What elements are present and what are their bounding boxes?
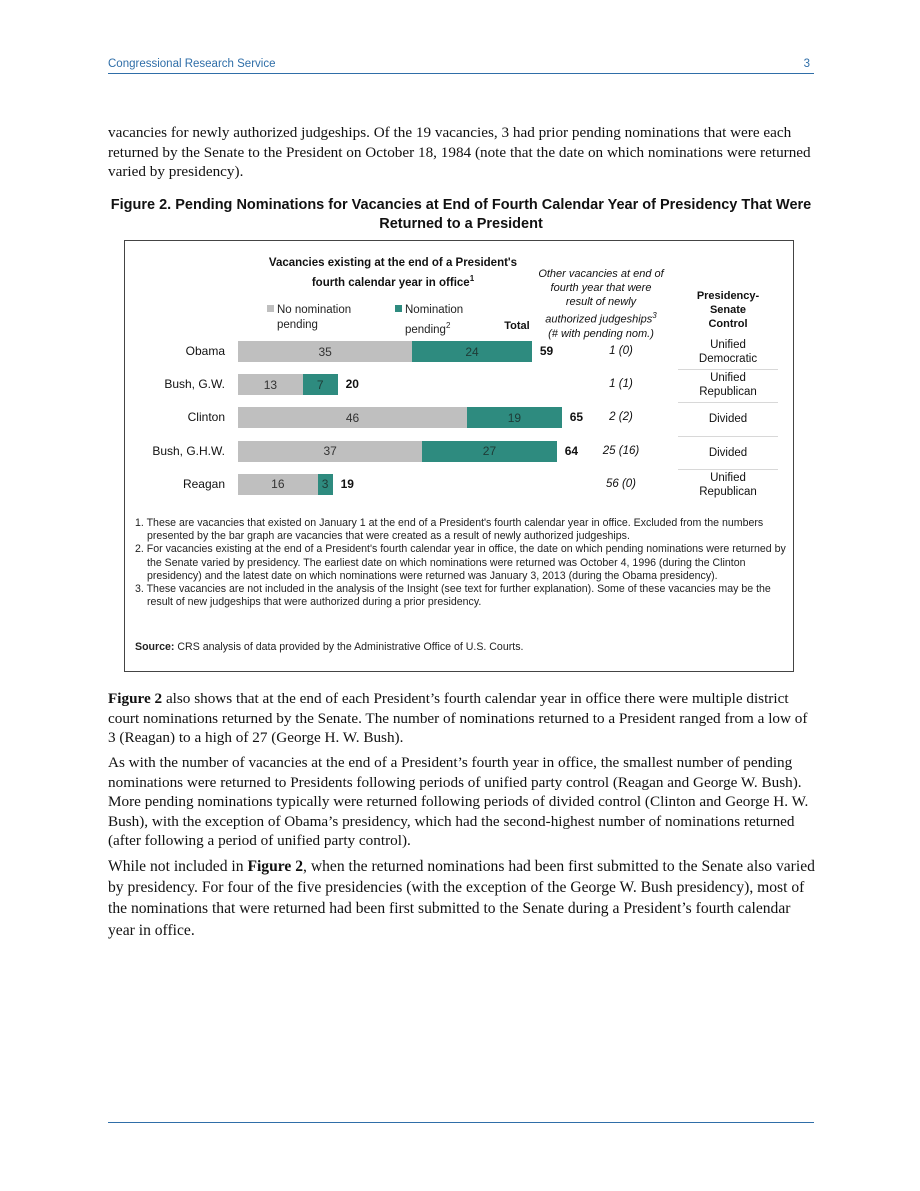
control-value: Divided — [708, 413, 748, 426]
other-vacancies-value: 56 (0) — [605, 477, 637, 490]
bar-no-nomination: 37 — [238, 441, 422, 462]
bar-no-nomination: 46 — [238, 407, 467, 428]
legend-no-nomination: No nomination pending — [267, 303, 351, 333]
bar-nomination: 7 — [303, 374, 338, 395]
figure-box — [124, 240, 794, 672]
control-value: Unified Republican — [699, 372, 757, 399]
bar-nomination: 19 — [467, 407, 562, 428]
header-rule — [108, 73, 814, 74]
control-value: Unified Democratic — [698, 339, 758, 365]
figure-notes — [135, 517, 787, 609]
bar-label: Obama — [185, 344, 225, 358]
paragraph-1: Figure 2 also shows that at the end of each President’s fourth calendar year in office there were multiple district court nominations returned by the Senate. The number of nominations returned to a President ranged from a low of 3 (Reagan) to a high of 27 (George H. W. Bush). — [108, 690, 808, 747]
bar-label: Reagan — [182, 476, 225, 491]
note-2: 2. For vacancies existing at the end of a President's fourth calendar year in office, the date on which pending nominations were returned by the Senate varied by presidency. The earliest date on which nominations were returned was October 4, 1996 (during the Clinton presidency) and the latest date on which nominations were returned was January 3, 2013 (during the Obama presidency). — [135, 543, 786, 582]
row-separator — [678, 469, 778, 470]
bar-label: Bush, G.H.W. — [152, 443, 225, 458]
row-separator — [678, 436, 778, 437]
bar-total: 59 — [539, 344, 554, 358]
bar-nomination: 3 — [318, 474, 333, 495]
bar-nomination: 27 — [422, 441, 556, 462]
bar-total: 64 — [564, 443, 579, 458]
total-header: Total — [504, 320, 530, 332]
other-vacancies-value: 1 (0) — [609, 345, 633, 357]
bar-label: Clinton — [187, 410, 225, 425]
control-header: Presidency- Senate Control — [696, 290, 760, 330]
other-vacancies-value: 2 (2) — [609, 411, 633, 424]
row-separator — [678, 402, 778, 403]
other-vacancies-value: 25 (16) — [602, 444, 640, 457]
header-org: Congressional Research Service — [108, 58, 276, 70]
bar-total: 65 — [569, 410, 584, 425]
legend-nomination: Nomination pending$^2$ — [395, 303, 463, 338]
bar-nomination: 24 — [412, 341, 532, 362]
legend-swatch-teal — [395, 305, 402, 312]
other-vacancies-header: Other vacancies at end of fourth year that were result of newly authorized judgeships$^3$ (# with pending nom.) — [538, 268, 664, 340]
other-vacancies-value: 1 (1) — [609, 378, 633, 391]
figure-source: Source: CRS analysis of data provided by the Administrative Office of U.S. Courts. — [135, 641, 524, 653]
row-separator — [678, 369, 778, 370]
footer-rule — [108, 1122, 814, 1123]
note-1: 1. These are vacancies that existed on January 1 at the end of a President's fourth calendar year in office. Excluded from the numbers presented by the bar graph are vacancies that were created as a result of newly authorized judgeships. — [135, 517, 764, 543]
bar-no-nomination: 35 — [238, 341, 412, 362]
control-value: Divided — [708, 446, 748, 459]
figure-title: Figure 2. Pending Nominations for Vacancies at End of Fourth Calendar Year of Presidency That Were Returned to a President — [110, 197, 812, 232]
paragraph-3: While not included in Figure 2, when the returned nominations had been first submitted to the Senate also varied by presidency. For four of the five presidencies (with the exception of the George W. Bush presidency), most of the nominations that were returned had been first submitted to the Senate during a President’s fourth calendar year in office. — [108, 858, 815, 939]
note-3: 3. These vacancies are not included in the analysis of the Insight (see text for further explanation). Some of these vacancies may be the result of new judgeships that were authorized during a prior presidency. — [135, 583, 771, 609]
legend-swatch-gray — [267, 305, 274, 312]
bar-no-nomination: 16 — [238, 474, 318, 495]
page-number: 3 — [803, 58, 810, 70]
bar-total: 19 — [340, 476, 354, 491]
bar-total: 20 — [345, 377, 359, 392]
paragraph-2: As with the number of vacancies at the end of a President’s fourth year in office, the smallest number of pending nominations were returned to Presidents following periods of unified party control (Reagan and George W. Bush). More pending nominations typically were returned following periods of divided control (Clinton and George H. W. Bush), with the exception of Obama’s presidency, which had the second-highest number of nominations returned (after following a period of unified party control). — [108, 754, 809, 850]
bar-label: Bush, G.W. — [164, 377, 225, 392]
control-value: Unified Republican — [699, 471, 757, 498]
chart-title: Vacancies existing at the end of a President's fourth calendar year in office$^1$ — [268, 257, 518, 289]
bar-no-nomination: 13 — [238, 374, 303, 395]
intro-paragraph: vacancies for newly authorized judgeships. Of the 19 vacancies, 3 had prior pending nominations that were each returned by the Senate to the President on October 18, 1984 (note that the date on which nominations were returned varied by presidency). — [108, 124, 811, 181]
